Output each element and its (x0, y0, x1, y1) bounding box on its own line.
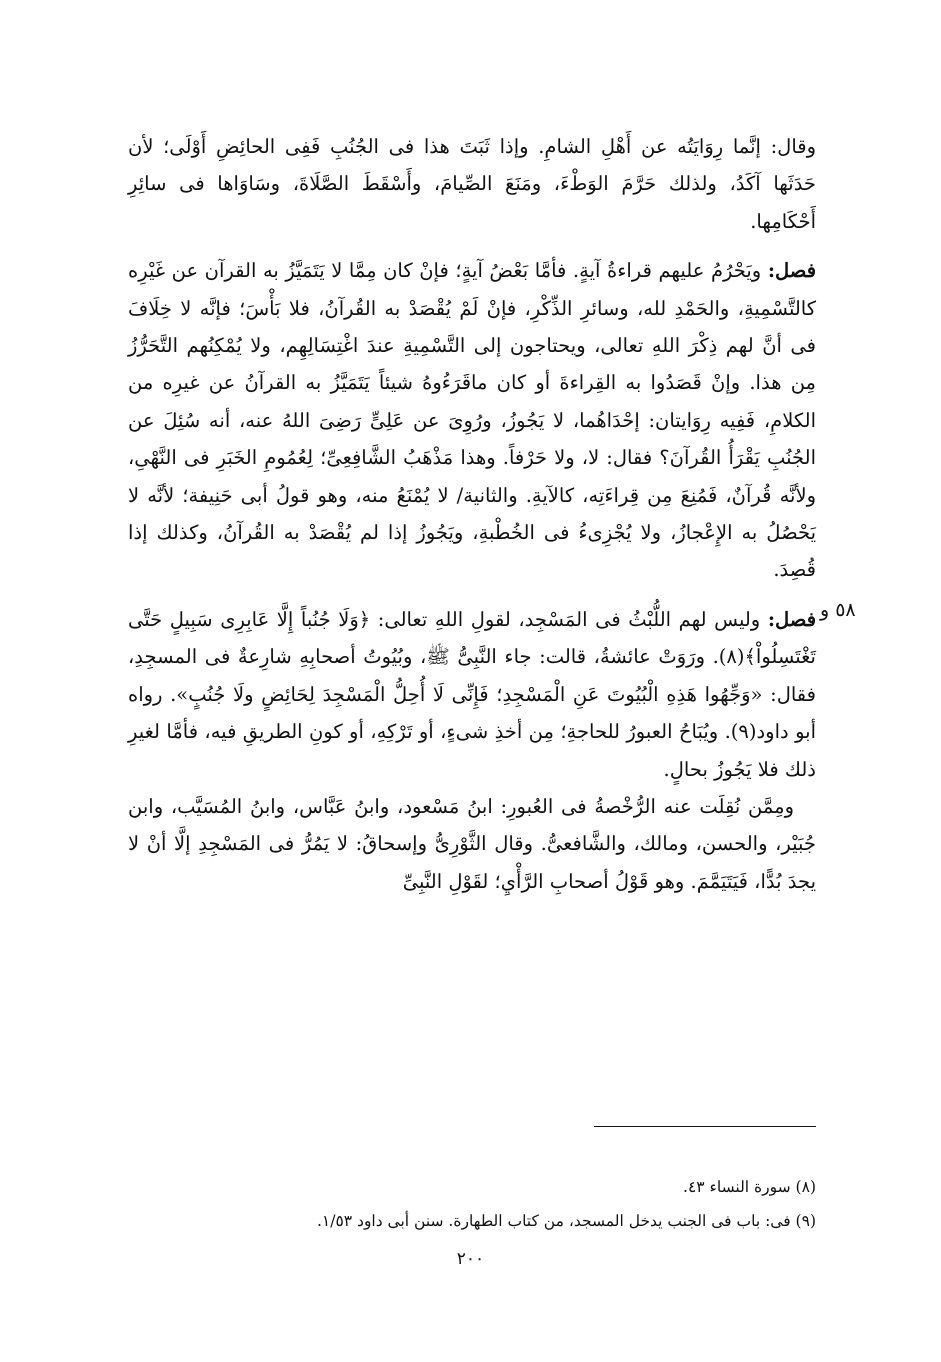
footnote-9: (٩) فى: باب فى الجنب يدخل المسجد، من كتاب الطهارة. سنن أبى داود ١/٥٣. (316, 1212, 816, 1230)
paragraph-2-text: ويَحْرُمُ عليهم قراءةُ آيةٍ. فأمَّا بَعْضُ آيةٍ؛ فإنْ كان مِمَّا لا يَتَمَيَّزُ به القرآن عن غَيْرِه كالتَّسْمِيةِ، والحَمْدِ لله، وسائرِ الذِّكْرِ، فإنْ لَمْ يُقْصَدْ به القُرآنُ، فلا بَأْسَ؛ فإنَّه لا خِلَافَ فى أنَّ لهم ذِكْرَ اللهِ تعالى، ويحتاجون إلى التَّسْمِيةِ عندَ اغْتِسَالِهِم، ولا يُمْكِنُهم التَّحَرُّزُ مِن هذا. وإنْ قَصَدُوا به القِراءةَ أو كان ماقَرَءُوهُ شيئاً يَتَمَيَّزُ به القرآنُ عن غيرِه من الكلامِ، فَفِيه رِوَايتان: إحْدَاهُما، لا يَجُوزُ، ورُوِىَ عن عَلِىٍّ رَضِىَ اللهُ عنه، أنه سُئِلَ عن الجُنُبِ يَقْرَأُ القُرآنَ؟ فقال: لا، ولا حَرْفاً. وهذا مَذْهَبُ الشَّافِعِىِّ؛ لِعُمُومِ الخَبَرِ فى النَّهْىِ، ولأنَّه قُرآنٌ، فَمُنِعَ مِن قِراءَتِه، كالآيةِ. والثانية/ لا يُمْنَعُ منه، وهو قولُ أبى حَنِيفة؛ لأنَّه لا يَحْصُلُ به الإِعْجازُ، ولا يُجْزِىءُ فى الخُطْبةِ، ويَجُوزُ إذا لم يُقْصَدْ به القُرآنُ، وكذلك إذا قُصِدَ. (128, 259, 816, 582)
paragraph-2 (128, 252, 816, 589)
paragraph-4 (128, 788, 816, 900)
manuscript-folio-note: ٥٨ و (820, 599, 856, 621)
paragraph-1 (128, 128, 816, 240)
paragraph-3-keyword: فصل: (767, 607, 817, 631)
footnote-8: (٨) سورة النساء ٤٣. (683, 1178, 816, 1196)
main-text (128, 128, 816, 900)
paragraph-2-keyword: فصل: (767, 259, 817, 283)
footnote-divider (594, 1126, 816, 1127)
page-number: ٢٠٠ (456, 1249, 485, 1269)
footnotes (128, 1170, 816, 1238)
paragraph-4-text: ومِمَّن نُقِلَت عنه الرُّخْصةُ فى العُبورِ: ابنُ مَسْعود، وابنُ عَبَّاس، وابنُ المُسَيَّب، وابن جُبَيْر، والحسن، ومالك، والشَّافعىُّ. وقال الثَّوْرِىُّ وإسحاقُ: لا يَمُرُّ فى المَسْجِدِ إلَّا أنْ لا يجدَ بُدًّا، فَيَتَيَمَّمَ. وهو قَوْلُ أصحابِ الرَّأْيِ؛ لقَوْلِ النَّبِىِّ (128, 794, 816, 893)
paragraph-1-text: وقال: إنَّما رِوَايَتُه عن أَهْلِ الشامِ. وإذا ثَبَتَ هذا فى الجُنُبِ فَفِى الحائِضِ أَوْلَى؛ لأن حَدَثَها آكَدُ، ولذلك حَرَّمَ الوَطْءَ، ومَنَعَ الصِّيامَ، وأَسْقَطَ الصَّلَاةَ، وسَاوَاها فى سائِرِ أَحْكَامِها. (128, 135, 816, 233)
paragraph-3-text: وليس لهم اللُّبْثُ فى المَسْجِد، لقولِ اللهِ تعالى: ﴿وَلَا جُنُباً إِلَّا عَابِرِى سَبِيلٍ حَتَّى تَغْتَسِلُواْ﴾(٨). ورَوَتْ عائشةُ، قالت: جاء النَّبِىُّ ﷺ، وبُيُوتُ أصحابِهِ شارِعةٌ فى المسجِدِ، فقال: «وَجِّهُوا هَذِهِ الْبُيُوتَ عَنِ الْمَسْجِدِ؛ فَإِنِّى لَا أُحِلُّ الْمَسْجِدَ لِحَائِضٍ ولَا جُنُبٍ». رواه أبو داود(٩). ويُبَاحُ العبورُ للحاجةِ؛ مِن أخذِ شىءٍ، أو تَرْكِهِ، أو كونِ الطريقِ فيه، فأمَّا لغيرِ ذلك فلا يَجُوزُ بحالٍ. (128, 607, 816, 781)
paragraph-3 (128, 601, 816, 788)
